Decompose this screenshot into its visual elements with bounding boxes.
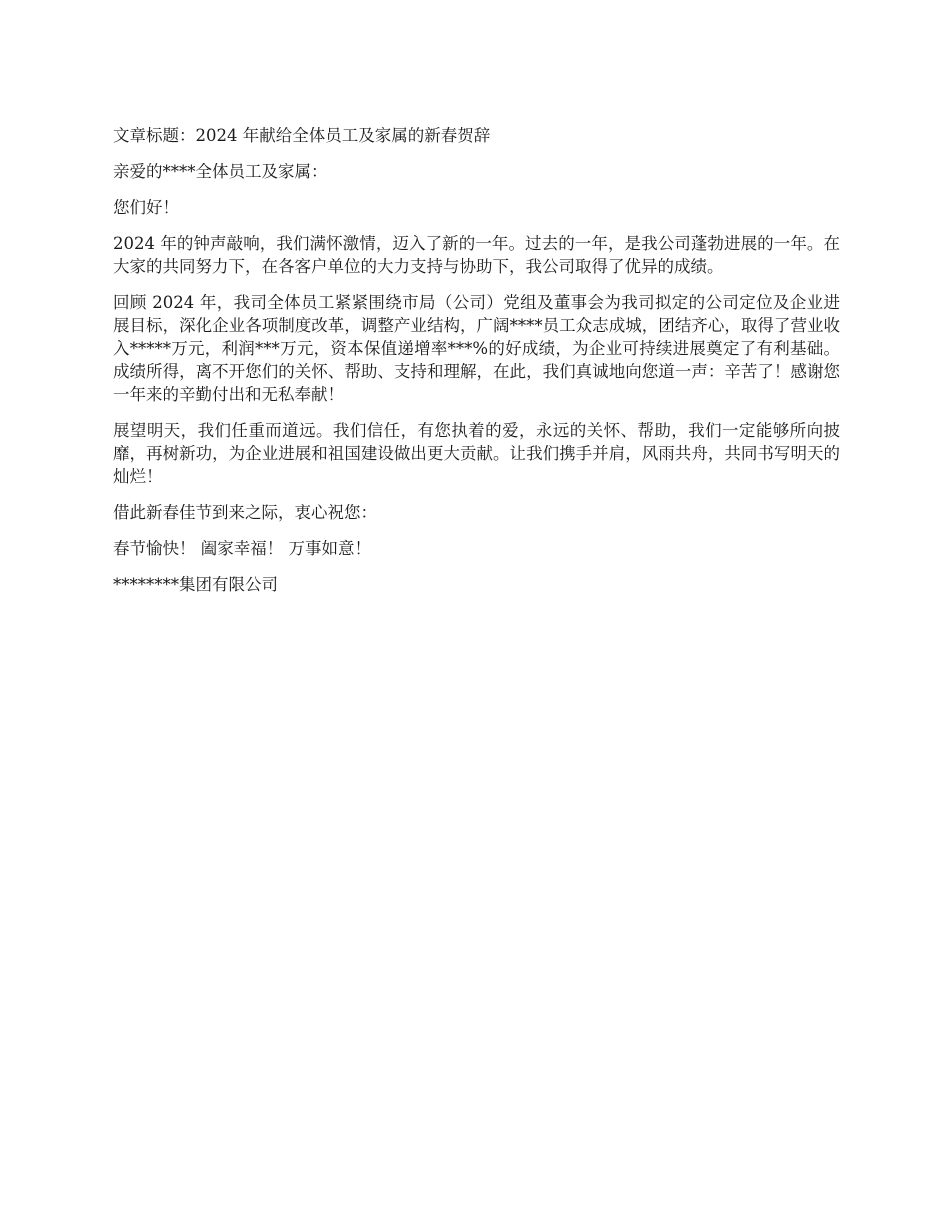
- salutation: 亲爱的****全体员工及家属：: [113, 162, 328, 181]
- document-title: 文章标题：2024 年献给全体员工及家属的新春贺辞: [113, 126, 491, 145]
- closing-intro: 借此新春佳节到来之际，衷心祝您：: [113, 503, 377, 522]
- paragraph-review: 回顾 2024 年，我司全体员工紧紧围绕市局（公司）党组及董事会为我司拟定的公司定位及企业进展目标，深化企业各项制度改革，调整产业结构，广阔****员工众志成城，团结齐心，取得了营业收入*****万元，利润***万元，资本保值递增率***%的好成绩，为企业可持续进展奠定了有利基础。成绩所得，离不开您们的关怀、帮助、支持和理解，在此，我们真诚地向您道一声：辛苦了！感谢您一年来的辛勤付出和无私奉献！: [113, 293, 840, 404]
- paragraph-outlook: 展望明天，我们任重而道远。我们信任，有您执着的爱，永远的关怀、帮助，我们一定能够所向披靡，再树新功，为企业进展和祖国建设做出更大贡献。让我们携手并肩，风雨共舟，共同书写明天的灿烂！: [113, 421, 840, 486]
- greeting: 您们好！: [113, 198, 179, 217]
- document-body: [113, 124, 840, 609]
- paragraph-opening: 2024 年的钟声敲响，我们满怀激情，迈入了新的一年。过去的一年，是我公司蓬勃进展的一年。在大家的共同努力下，在各客户单位的大力支持与协助下，我公司取得了优异的成绩。: [113, 234, 840, 276]
- signature: ********集团有限公司: [113, 575, 278, 594]
- wishes: 春节愉快！ 阖家幸福！ 万事如意！: [113, 539, 371, 558]
